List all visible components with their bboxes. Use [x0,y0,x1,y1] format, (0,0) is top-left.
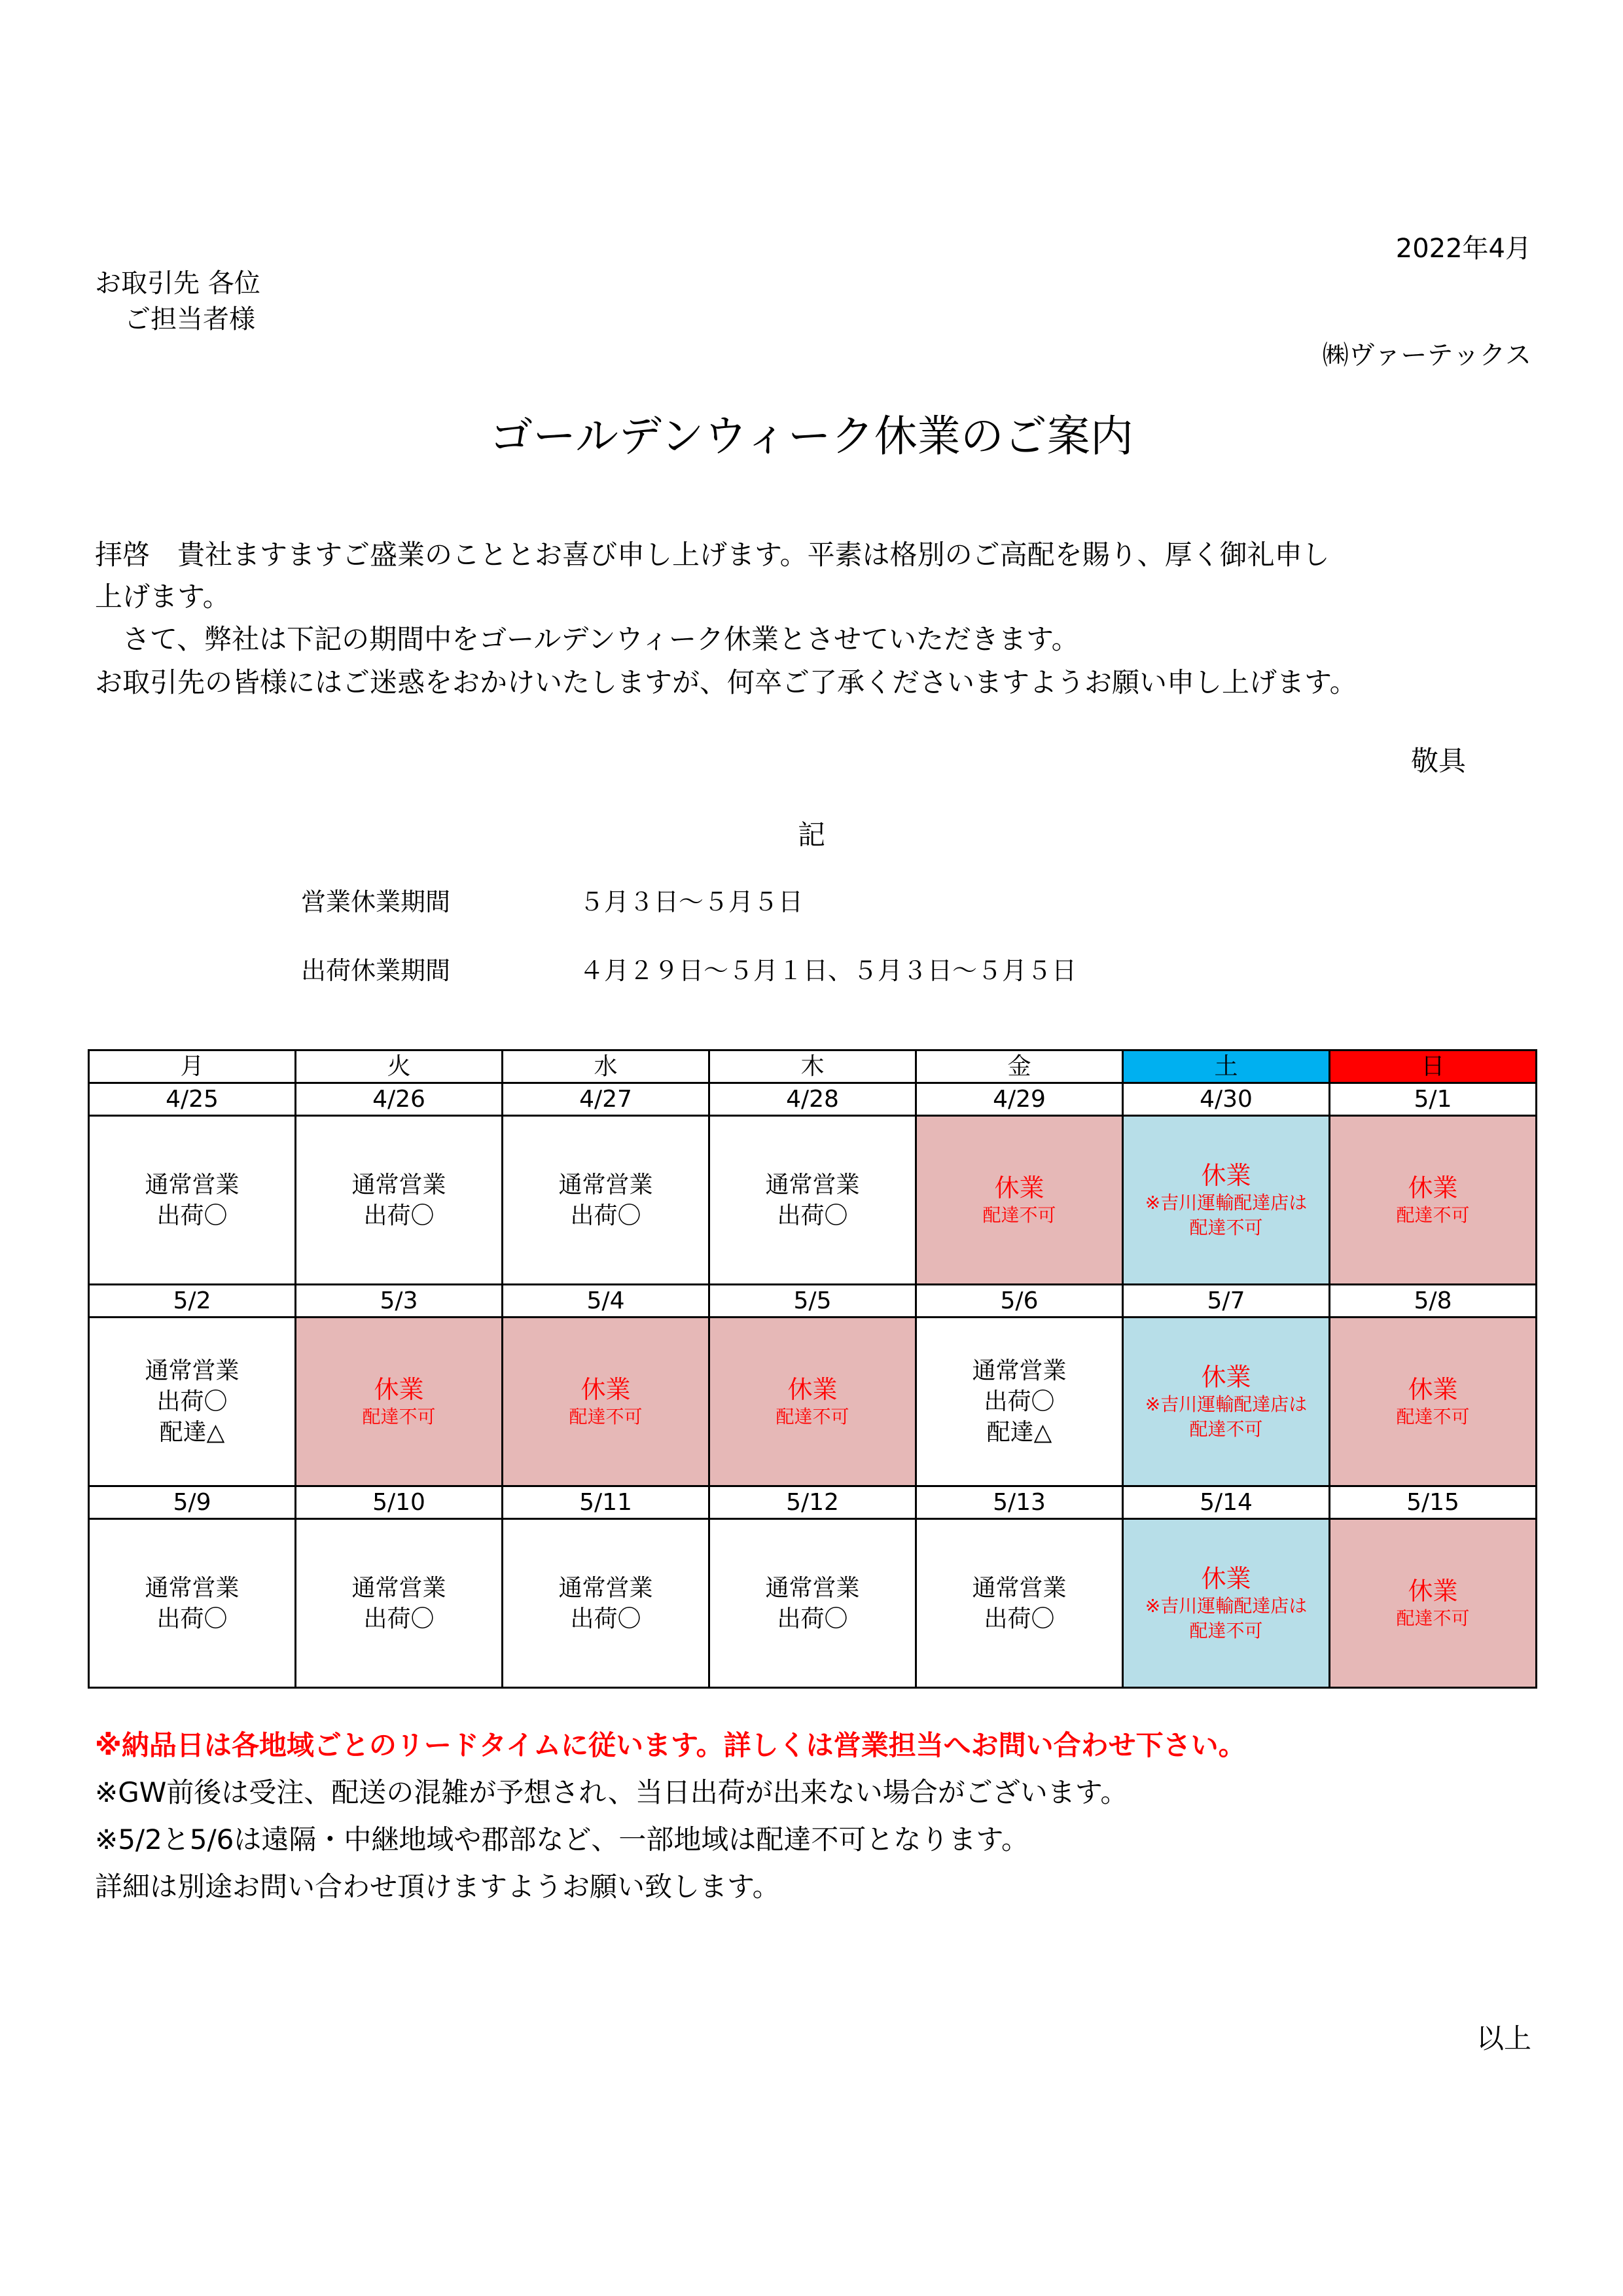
date-cell: 5/13 [916,1486,1123,1519]
closed-label: 休業 [994,1173,1044,1202]
closed-note: 配達不可 [1396,1405,1470,1427]
closed-cell [503,1318,709,1486]
weekday-sat: 土 [1123,1050,1330,1083]
status-cell [89,1318,296,1486]
closed-note: 配達不可 [1189,1418,1263,1440]
closed-label: 休業 [1408,1173,1458,1202]
business-closure-period: ５月３日～５月５日 [579,888,804,916]
closed-note: 配達不可 [569,1405,643,1427]
closed-note: 配達不可 [362,1405,436,1427]
date-cell: 5/11 [503,1486,709,1519]
status-text: 出荷〇 [156,1202,228,1229]
date-cell: 5/14 [1123,1486,1330,1519]
weekday-tue: 火 [296,1050,503,1083]
body-paragraph-line: 上げます。 [95,581,230,613]
date-row [89,1083,1537,1116]
body-paragraph-line: 拝啓 貴社ますますご盛業のこととお喜び申し上げます。平素は格別のご高配を賜り、厚く御礼申し [95,539,1330,571]
status-text: 出荷〇 [984,1388,1055,1415]
status-cell [296,1116,503,1285]
closed-cell [709,1318,916,1486]
date-cell: 5/6 [916,1285,1123,1318]
closed-note: 配達不可 [1189,1619,1263,1641]
closed-label: 休業 [374,1374,424,1404]
closed-cell-saturday [1123,1318,1330,1486]
date-cell: 4/30 [1123,1083,1330,1116]
status-text: 出荷〇 [984,1605,1055,1632]
closed-note: 配達不可 [776,1405,849,1427]
weekday-header-row [89,1050,1537,1083]
sender-company: ㈱ヴァーテックス [1322,340,1531,370]
weekday-sun: 日 [1330,1050,1537,1083]
status-text: 通常営業 [351,1171,446,1198]
closed-label: 休業 [1201,1362,1251,1391]
status-cell [89,1116,296,1285]
lead-time-notice: ※納品日は各地域ごとのリードタイムに従います。詳しくは営業担当へお問い合わせ下さい。 [95,1729,1246,1761]
closed-cell [1330,1318,1537,1486]
end-mark: 以上 [1476,2022,1531,2054]
weekday-thu: 木 [709,1050,916,1083]
status-text: 出荷〇 [363,1202,435,1229]
status-text: 出荷〇 [777,1605,848,1632]
weekday-fri: 金 [916,1050,1123,1083]
status-cell [89,1519,296,1688]
status-cell [296,1519,503,1688]
date-cell: 4/26 [296,1083,503,1116]
status-text: 出荷〇 [570,1202,641,1229]
date-row [89,1285,1537,1318]
status-cell [709,1519,916,1688]
closed-label: 休業 [1408,1576,1458,1605]
closed-cell-saturday [1123,1519,1330,1688]
closed-cell [1330,1116,1537,1285]
date-cell: 5/3 [296,1285,503,1318]
status-text: 配達△ [159,1419,225,1446]
date-cell: 5/1 [1330,1083,1537,1116]
body-paragraph-line: お取引先の皆様にはご迷惑をおかけいたしますが、何卒ご了承くださいますようお願い申し上げます。 [95,666,1357,698]
closed-label: 休業 [1201,1160,1251,1190]
status-text: 出荷〇 [363,1605,435,1632]
date-cell: 4/25 [89,1083,296,1116]
status-text: 通常営業 [145,1171,240,1198]
recipient-person: ご担当者様 [124,304,255,334]
status-text: 出荷〇 [156,1388,228,1415]
status-text: 通常営業 [765,1171,860,1198]
date-cell: 5/9 [89,1486,296,1519]
closed-label: 休業 [1408,1374,1458,1404]
date-cell: 5/10 [296,1486,503,1519]
ki-heading: 記 [797,819,825,851]
date-row [89,1486,1537,1519]
date-cell: 5/8 [1330,1285,1537,1318]
status-text: 通常営業 [765,1574,860,1602]
shipping-closure-period: ４月２９日～５月１日、５月３日～５月５日 [579,956,1077,985]
status-cell [916,1519,1123,1688]
closed-label: 休業 [580,1374,631,1404]
status-text: 通常営業 [558,1171,653,1198]
business-closure-label: 営業休業期間 [301,888,451,916]
closed-note: ※吉川運輸配達店は [1145,1393,1308,1415]
shipping-closure-label: 出荷休業期間 [301,956,451,985]
closed-note: 配達不可 [1396,1204,1470,1226]
status-cell [916,1318,1123,1486]
status-cell [503,1519,709,1688]
status-text: 通常営業 [351,1574,446,1602]
document-date: 2022年4月 [1395,234,1531,264]
body-paragraph-line: さて、弊社は下記の期間中をゴールデンウィーク休業とさせていただきます。 [95,623,1079,655]
date-cell: 5/5 [709,1285,916,1318]
recipient: お取引先 各位 [95,268,260,298]
status-text: 出荷〇 [156,1605,228,1632]
status-cell [709,1116,916,1285]
status-text: 通常営業 [145,1574,240,1602]
closed-cell-saturday [1123,1116,1330,1285]
date-cell: 4/29 [916,1083,1123,1116]
remote-area-notice: ※5/2と5/6は遠隔・中継地域や郡部など、一部地域は配達不可となります。 [95,1823,1029,1856]
holiday-calendar [88,1049,1537,1689]
status-text: 通常営業 [972,1574,1067,1602]
date-cell: 5/2 [89,1285,296,1318]
status-text: 通常営業 [972,1357,1067,1384]
status-row [89,1318,1537,1486]
date-cell: 5/7 [1123,1285,1330,1318]
status-cell [503,1116,709,1285]
date-cell: 4/27 [503,1083,709,1116]
date-cell: 4/28 [709,1083,916,1116]
closed-note: 配達不可 [1189,1216,1263,1238]
page-title: ゴールデンウィーク休業のご案内 [490,411,1133,461]
status-text: 出荷〇 [570,1605,641,1632]
closed-label: 休業 [1201,1564,1251,1593]
closed-note: 配達不可 [1396,1607,1470,1629]
closed-cell [916,1116,1123,1285]
status-row [89,1519,1537,1688]
status-text: 通常営業 [145,1357,240,1384]
closed-note: ※吉川運輸配達店は [1145,1594,1308,1617]
status-text: 出荷〇 [777,1202,848,1229]
closed-note: 配達不可 [982,1204,1056,1226]
date-cell: 5/4 [503,1285,709,1318]
date-cell: 5/12 [709,1486,916,1519]
closed-cell [1330,1519,1537,1688]
status-text: 通常営業 [558,1574,653,1602]
date-cell: 5/15 [1330,1486,1537,1519]
closed-note: ※吉川運輸配達店は [1145,1191,1308,1213]
congestion-notice: ※GW前後は受注、配送の混雑が予想され、当日出荷が出来ない場合がございます。 [95,1776,1128,1808]
weekday-mon: 月 [89,1050,296,1083]
weekday-wed: 水 [503,1050,709,1083]
inquiry-notice: 詳細は別途お問い合わせ頂けますようお願い致します。 [95,1871,780,1903]
closing-word: 敬具 [1410,745,1466,777]
status-text: 配達△ [986,1419,1052,1446]
closed-label: 休業 [787,1374,838,1404]
status-row [89,1116,1537,1285]
closed-cell [296,1318,503,1486]
